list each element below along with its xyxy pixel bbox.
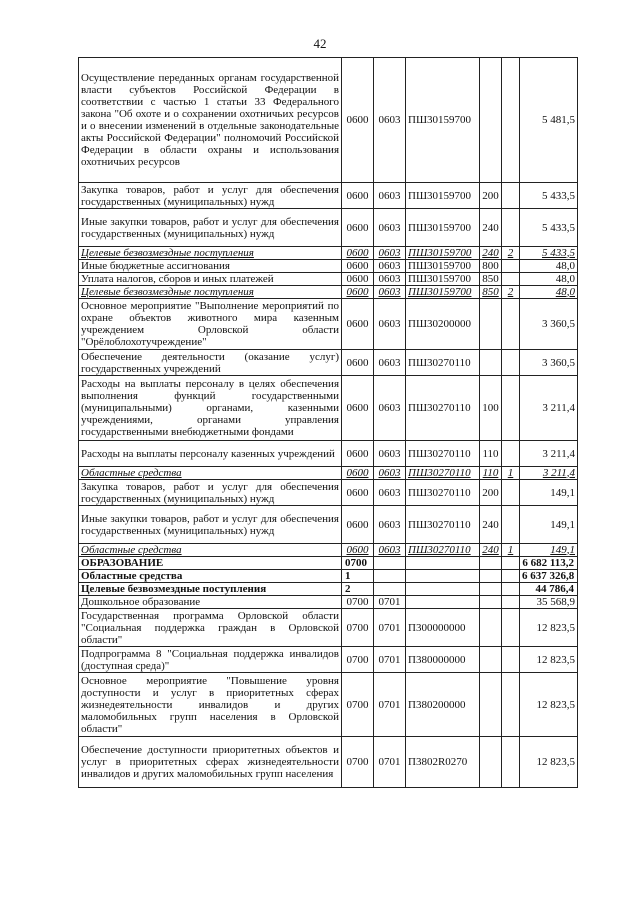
table-row [79,376,578,441]
cell-funding-source-code [502,299,520,350]
table-row [79,286,578,299]
table-row [79,350,578,376]
cell-amount: 5 481,5 [520,58,578,183]
cell-amount: 3 211,4 [520,376,578,441]
table-row [79,583,578,596]
cell-funding-source-code [502,350,520,376]
table-row [79,609,578,647]
cell-target-article-code: ПШ30270110 [406,441,480,467]
cell-subsection-code: 0603 [374,376,406,441]
cell-amount: 44 786,4 [520,583,578,596]
cell-amount: 48,0 [520,286,578,299]
cell-target-article-code: П380200000 [406,673,480,737]
cell-amount: 3 211,4 [520,441,578,467]
table-row [79,557,578,570]
cell-section-code: 0600 [342,209,374,247]
cell-section-code: 0600 [342,506,374,544]
cell-row-name: Основное мероприятие "Повышение уровня доступности и услуг в приоритетных сферах жизнедеятельности инвалидов и других маломобильных групп населения в Орловской области" [79,673,342,737]
cell-subsection-code: 0603 [374,299,406,350]
cell-expense-type-code: 200 [480,480,502,506]
cell-expense-type-code [480,673,502,737]
table-row [79,570,578,583]
cell-row-name: Целевые безвозмездные поступления [79,247,342,260]
cell-section-code: 0600 [342,260,374,273]
cell-target-article-code: ПШ30159700 [406,286,480,299]
cell-row-name: Подпрограмма 8 "Социальная поддержка инвалидов (доступная среда)" [79,647,342,673]
cell-section-code: 0700 [342,596,374,609]
cell-amount: 6 682 113,2 [520,557,578,570]
cell-amount: 12 823,5 [520,609,578,647]
cell-section-code: 0600 [342,350,374,376]
cell-subsection-code: 0701 [374,596,406,609]
cell-amount: 149,1 [520,544,578,557]
cell-section-code: 0700 [342,673,374,737]
cell-section-code: 0600 [342,544,374,557]
cell-expense-type-code [480,570,502,583]
cell-target-article-code: ПШ30270110 [406,480,480,506]
cell-funding-source-code [502,557,520,570]
cell-subsection-code: 0603 [374,350,406,376]
cell-target-article-code: ПШ30270110 [406,544,480,557]
table-row [79,506,578,544]
cell-target-article-code: ПШ30159700 [406,260,480,273]
cell-expense-type-code: 110 [480,441,502,467]
cell-target-article-code: П300000000 [406,609,480,647]
cell-expense-type-code [480,609,502,647]
cell-target-article-code: ПШ30159700 [406,58,480,183]
cell-subsection-code: 0603 [374,247,406,260]
cell-section-code: 0600 [342,441,374,467]
cell-row-name: Областные средства [79,544,342,557]
table-row [79,441,578,467]
cell-target-article-code: ПШ30270110 [406,506,480,544]
table-row [79,737,578,788]
cell-target-article-code: ПШ30159700 [406,183,480,209]
cell-subsection-code: 0603 [374,260,406,273]
cell-amount: 5 433,5 [520,209,578,247]
cell-funding-source-code [502,209,520,247]
cell-expense-type-code [480,299,502,350]
cell-subsection-code: 0701 [374,647,406,673]
cell-subsection-code: 0603 [374,273,406,286]
cell-section-code: 0600 [342,183,374,209]
cell-amount: 5 433,5 [520,183,578,209]
cell-funding-source-code [502,673,520,737]
cell-subsection-code: 0603 [374,183,406,209]
cell-funding-source-code [502,480,520,506]
cell-target-article-code [406,583,480,596]
cell-expense-type-code [480,583,502,596]
cell-subsection-code [374,583,406,596]
cell-funding-source-code: 1 [502,544,520,557]
cell-section-code: 0700 [342,609,374,647]
cell-expense-type-code: 200 [480,183,502,209]
table-row [79,247,578,260]
budget-table-body [79,58,578,788]
cell-funding-source-code [502,583,520,596]
cell-row-name: Обеспечение доступности приоритетных объектов и услуг в приоритетных сферах жизнедеятельности инвалидов и других маломобильных групп населения [79,737,342,788]
cell-amount: 12 823,5 [520,673,578,737]
cell-expense-type-code: 800 [480,260,502,273]
cell-target-article-code: ПШ30200000 [406,299,480,350]
cell-amount: 5 433,5 [520,247,578,260]
cell-section-code: 0600 [342,467,374,480]
cell-row-name: Обеспечение деятельности (оказание услуг) государственных учреждений [79,350,342,376]
cell-row-name: Осуществление переданных органам государственной власти субъектов Российской Федерации в соответствии с частью 1 статьи 33 Федерального закона "Об охоте и о сохранении охотничьих ресурсов и о внесении изменений в отдельные законодательные акты Российской Федерации" полномочий Российской Федерации в области охраны и использования охотничьих ресурсов [79,58,342,183]
cell-subsection-code [374,557,406,570]
cell-target-article-code: ПШ30159700 [406,273,480,286]
cell-funding-source-code [502,260,520,273]
cell-funding-source-code: 1 [502,467,520,480]
cell-subsection-code: 0603 [374,441,406,467]
table-row [79,183,578,209]
cell-expense-type-code [480,350,502,376]
table-row [79,673,578,737]
cell-section-code: 0600 [342,299,374,350]
cell-row-name: Иные закупки товаров, работ и услуг для обеспечения государственных (муниципальных) нужд [79,209,342,247]
cell-amount: 149,1 [520,506,578,544]
cell-funding-source-code [502,570,520,583]
cell-funding-source-code [502,376,520,441]
cell-row-name: Закупка товаров, работ и услуг для обеспечения государственных (муниципальных) нужд [79,480,342,506]
cell-subsection-code: 0603 [374,467,406,480]
cell-subsection-code: 0701 [374,673,406,737]
cell-expense-type-code: 240 [480,209,502,247]
cell-target-article-code [406,570,480,583]
cell-section-code: 0600 [342,247,374,260]
cell-row-name: Основное мероприятие "Выполнение мероприятий по охране объектов животного мира казенным учреждением Орловской области "Орёлоблохотучреждение" [79,299,342,350]
cell-row-name: Уплата налогов, сборов и иных платежей [79,273,342,286]
cell-target-article-code: ПШ30270110 [406,467,480,480]
budget-table [78,57,578,788]
cell-funding-source-code [502,183,520,209]
cell-funding-source-code [502,506,520,544]
cell-row-name: Закупка товаров, работ и услуг для обеспечения государственных (муниципальных) нужд [79,183,342,209]
cell-amount: 48,0 [520,260,578,273]
cell-row-name: Государственная программа Орловской области "Социальная поддержка граждан в Орловской области" [79,609,342,647]
cell-subsection-code: 0603 [374,286,406,299]
cell-row-name: Целевые безвозмездные поступления [79,583,342,596]
cell-subsection-code: 0603 [374,58,406,183]
cell-subsection-code [374,570,406,583]
cell-target-article-code: ПШ30270110 [406,376,480,441]
cell-funding-source-code [502,273,520,286]
cell-section-code: 0700 [342,737,374,788]
table-row [79,647,578,673]
cell-amount: 3 360,5 [520,350,578,376]
cell-expense-type-code [480,596,502,609]
cell-row-name: Расходы на выплаты персоналу в целях обеспечения выполнения функций государственными (муниципальными) органами, казенными учреждениями, органами управления государственными внебюджетными фондами [79,376,342,441]
cell-funding-source-code [502,647,520,673]
cell-section-code: 1 [342,570,374,583]
cell-expense-type-code: 850 [480,286,502,299]
cell-section-code: 0600 [342,58,374,183]
table-row [79,596,578,609]
cell-row-name: Целевые безвозмездные поступления [79,286,342,299]
cell-subsection-code: 0603 [374,480,406,506]
cell-subsection-code: 0603 [374,506,406,544]
cell-expense-type-code: 850 [480,273,502,286]
cell-section-code: 0600 [342,273,374,286]
table-row [79,273,578,286]
cell-funding-source-code [502,441,520,467]
cell-expense-type-code [480,557,502,570]
cell-section-code: 0600 [342,286,374,299]
cell-section-code: 2 [342,583,374,596]
cell-target-article-code: П380000000 [406,647,480,673]
cell-funding-source-code [502,58,520,183]
cell-amount: 3 211,4 [520,467,578,480]
cell-expense-type-code [480,647,502,673]
cell-expense-type-code [480,737,502,788]
cell-row-name: Иные закупки товаров, работ и услуг для обеспечения государственных (муниципальных) нужд [79,506,342,544]
cell-funding-source-code [502,596,520,609]
cell-amount: 12 823,5 [520,647,578,673]
cell-amount: 149,1 [520,480,578,506]
cell-expense-type-code: 240 [480,506,502,544]
cell-amount: 3 360,5 [520,299,578,350]
cell-expense-type-code: 240 [480,247,502,260]
table-row [79,299,578,350]
cell-expense-type-code [480,58,502,183]
cell-target-article-code: ПШ30159700 [406,209,480,247]
cell-target-article-code: П3802R0270 [406,737,480,788]
cell-subsection-code: 0603 [374,209,406,247]
cell-funding-source-code: 2 [502,247,520,260]
cell-amount: 35 568,9 [520,596,578,609]
cell-amount: 12 823,5 [520,737,578,788]
cell-row-name: Областные средства [79,570,342,583]
cell-amount: 48,0 [520,273,578,286]
cell-target-article-code [406,557,480,570]
table-row [79,480,578,506]
cell-expense-type-code: 110 [480,467,502,480]
table-row [79,260,578,273]
cell-expense-type-code: 100 [480,376,502,441]
cell-funding-source-code [502,609,520,647]
cell-section-code: 0700 [342,647,374,673]
cell-row-name: Дошкольное образование [79,596,342,609]
cell-subsection-code: 0701 [374,737,406,788]
cell-funding-source-code: 2 [502,286,520,299]
cell-target-article-code: ПШ30270110 [406,350,480,376]
cell-target-article-code [406,596,480,609]
cell-row-name: ОБРАЗОВАНИЕ [79,557,342,570]
page-number: 42 [313,36,327,51]
cell-row-name: Областные средства [79,467,342,480]
cell-expense-type-code: 240 [480,544,502,557]
cell-target-article-code: ПШ30159700 [406,247,480,260]
cell-amount: 6 637 326,8 [520,570,578,583]
cell-section-code: 0600 [342,376,374,441]
cell-subsection-code: 0603 [374,544,406,557]
cell-subsection-code: 0701 [374,609,406,647]
cell-row-name: Расходы на выплаты персоналу казенных учреждений [79,441,342,467]
table-row [79,209,578,247]
cell-section-code: 0700 [342,557,374,570]
cell-funding-source-code [502,737,520,788]
cell-section-code: 0600 [342,480,374,506]
table-row [79,544,578,557]
table-row [79,58,578,183]
cell-row-name: Иные бюджетные ассигнования [79,260,342,273]
table-row [79,467,578,480]
